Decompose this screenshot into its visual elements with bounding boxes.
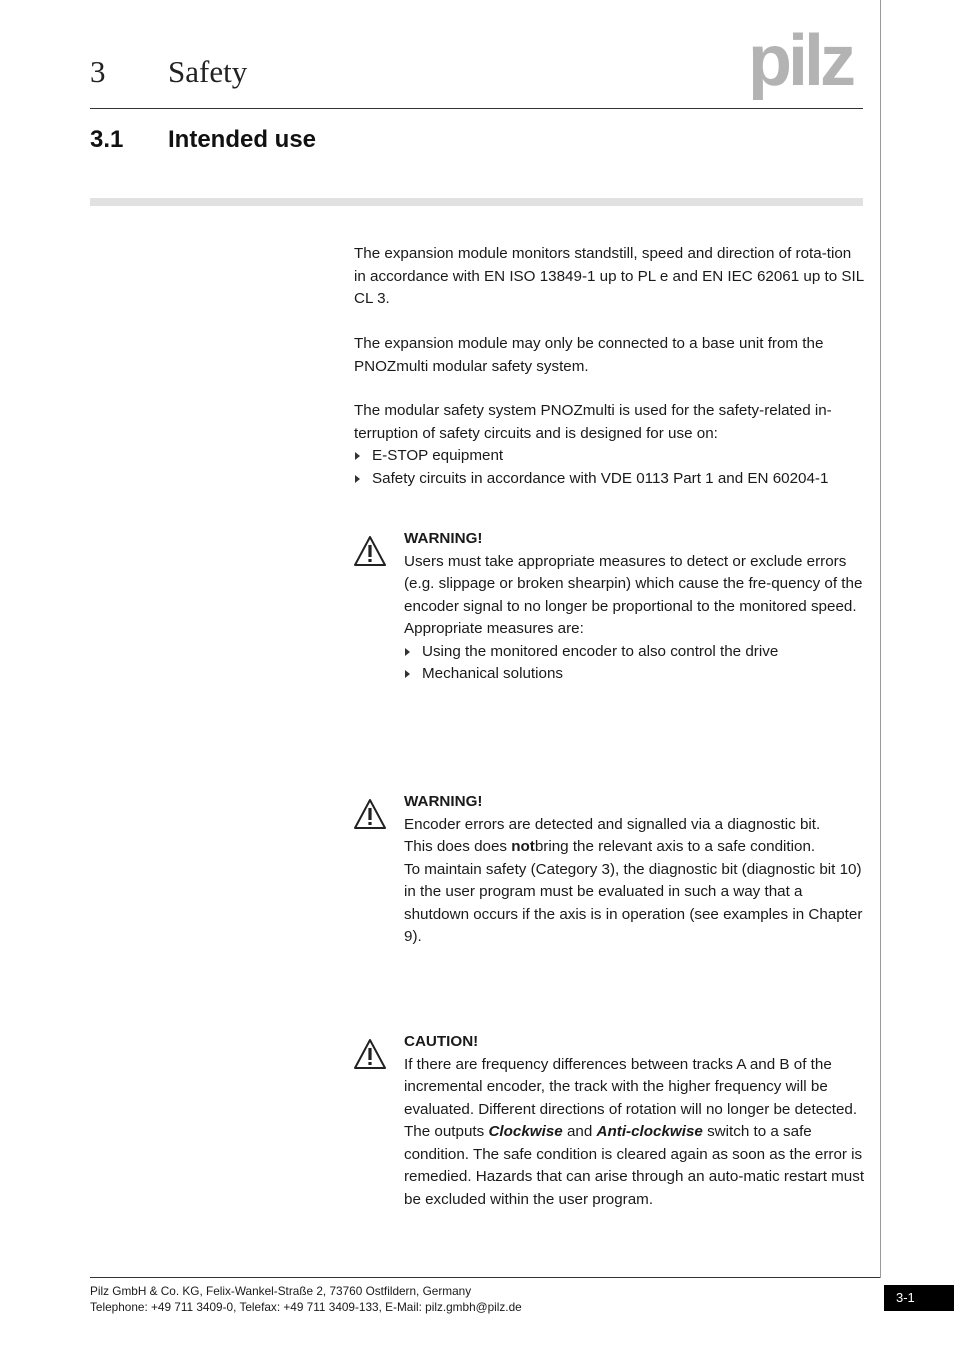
- use-list: [354, 445, 866, 490]
- warning-triangle-icon: [353, 798, 387, 830]
- warning-1: [404, 528, 866, 686]
- warning-triangle-icon: [353, 535, 387, 567]
- footer-contact: Telephone: +49 711 3409-0, Telefax: +49 711 3409-133, E-Mail: pilz.gmbh@pilz.de: [90, 1300, 522, 1314]
- right-margin-rule: [880, 0, 881, 1278]
- caution: [404, 1031, 866, 1211]
- bullet-arrow-icon: [405, 670, 410, 678]
- bullet-arrow-icon: [355, 475, 360, 483]
- section-band: [90, 198, 863, 206]
- list-item: E-STOP equipment: [354, 445, 866, 468]
- page-number: 3-1: [884, 1285, 954, 1311]
- caution-triangle-icon: [353, 1038, 387, 1070]
- warning-2-line3: To maintain safety (Category 3), the diagnostic bit (diagnostic bit 10) in the user program must be evaluated in such a way that a shutdown occurs if the axis is in operation (see examples in Chapter 9).: [404, 860, 863, 945]
- paragraph-usage-text: The modular safety system PNOZmulti is used for the safety-related in-terruption of safety circuits and is designed for use on:: [354, 402, 832, 442]
- warning-2: [404, 791, 866, 949]
- chapter-title: Safety: [168, 54, 248, 89]
- warning-1-title: WARNING!: [404, 530, 483, 547]
- header-divider: [90, 108, 863, 109]
- section-title: Intended use: [168, 126, 317, 153]
- footer-address: Pilz GmbH & Co. KG, Felix-Wankel-Straße 2, 73760 Ostfildern, Germany: [90, 1284, 472, 1298]
- section-number: 3.1: [90, 126, 124, 153]
- term-clockwise: Clockwise: [488, 1123, 563, 1140]
- list-item: Mechanical solutions: [404, 663, 866, 686]
- bullet-arrow-icon: [355, 452, 360, 460]
- footer: [90, 1283, 522, 1315]
- warning-2-line1: Encoder errors are detected and signalled via a diagnostic bit.: [404, 815, 821, 833]
- caution-title: CAUTION!: [404, 1033, 479, 1050]
- list-item: Using the monitored encoder to also control the drive: [404, 641, 866, 664]
- paragraph-connection: The expansion module may only be connected to a base unit from the PNOZmulti modular safety system.: [354, 335, 824, 375]
- bullet-arrow-icon: [405, 648, 410, 656]
- warning-2-title: WARNING!: [404, 793, 483, 810]
- warning-2-line2: This does does notbring the relevant axis to a safe condition.: [404, 838, 816, 855]
- term-anti-clockwise: Anti-clockwise: [596, 1123, 703, 1140]
- footer-divider: [90, 1277, 880, 1278]
- chapter-number: 3: [90, 54, 106, 89]
- paragraph-usage: [354, 400, 866, 490]
- caution-text: If there are frequency differences between tracks A and B of the incremental encoder, the track with the higher frequency will be evaluated. Different directions of rotation will no longer be detected. The outputs Clockwise and Anti-clockwise switch to a safe condition. The safe condition is cleared again as soon as the error is remedied. Hazards that can arise through an auto-matic restart must be excluded within the user program.: [404, 1055, 865, 1208]
- measures-list: [404, 641, 866, 686]
- pilz-logo: pilz: [748, 21, 852, 101]
- list-item: Safety circuits in accordance with VDE 0113 Part 1 and EN 60204-1: [354, 468, 866, 491]
- warning-1-text: Users must take appropriate measures to detect or exclude errors (e.g. slippage or broken shearpin) which cause the fre-quency of the encoder signal to no longer be proportional to the monitored speed.: [404, 552, 863, 615]
- paragraph-intro: The expansion module monitors standstill, speed and direction of rota-tion in accordance with EN ISO 13849-1 up to PL e and EN IEC 62061 up to SIL CL 3.: [354, 245, 864, 307]
- warning-1-measures-label: Appropriate measures are:: [404, 620, 584, 637]
